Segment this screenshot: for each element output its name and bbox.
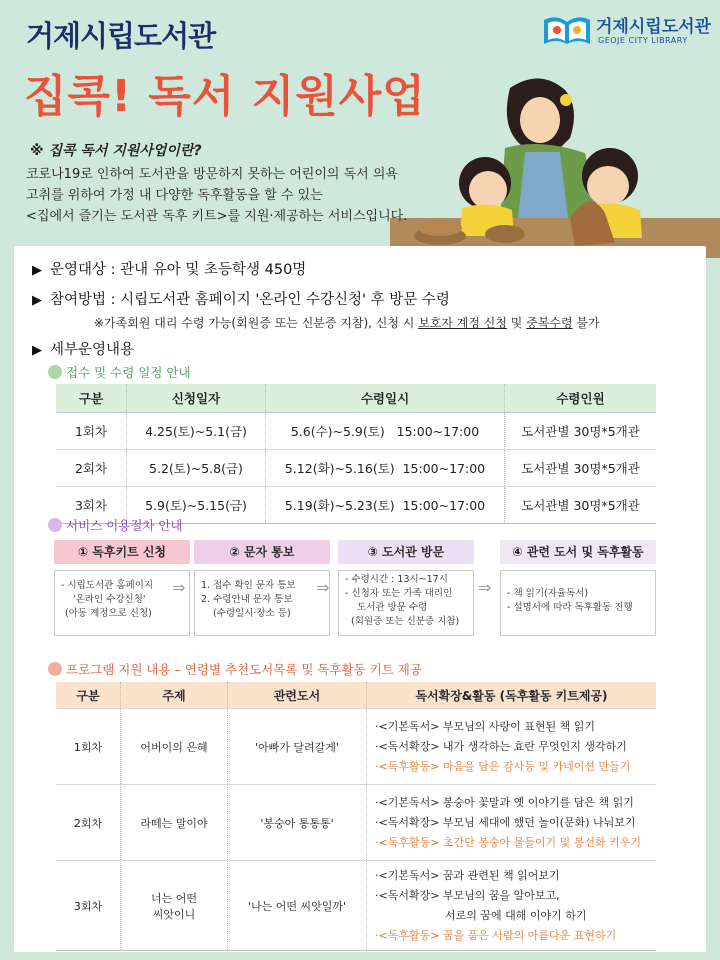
header-cell: 신청일자: [127, 384, 266, 413]
activity-line: ·<독서확장> 부모님 세대에 했던 놀이(문화) 나눠보기: [375, 815, 636, 829]
activity-line: ·<독후활동> 초간단 봉숭아 물들이기 및 봉선화 키우기: [375, 835, 642, 849]
process-heading-text: 서비스 이용절차 안내: [66, 518, 183, 533]
step-title: ④ 관련 도서 및 독후활동: [500, 540, 656, 564]
table-row: [56, 785, 656, 861]
cell: 1회차: [56, 709, 121, 785]
cell: 5.12(화)~5.16(토) 15:00~17:00: [266, 450, 505, 487]
step-line: 2. 수령안내 문자 통보: [201, 594, 293, 605]
bell-icon: [48, 662, 62, 676]
process-step-1: [54, 540, 190, 636]
activity-line: ·<독후활동> 꿈을 품은 사람의 아름다운 표현하기: [375, 928, 617, 942]
cell: 5.2(토)~5.8(금): [127, 450, 266, 487]
step-line: - 신청자 또는 가족 대리인: [345, 588, 453, 599]
step-line: 도서관 방문 수령: [357, 602, 428, 613]
cell: 2회차: [56, 450, 127, 487]
table-header-row: [56, 682, 656, 709]
activity-line: ·<독후활동> 마음을 담은 감사등 및 카네이션 만들기: [375, 759, 631, 773]
process-step-3: [338, 540, 474, 636]
cell: 라떼는 말이야: [121, 785, 228, 861]
target-bullet: [32, 258, 306, 279]
schedule-heading-text: 접수 및 수령 일정 안내: [66, 365, 191, 380]
chevron-right-icon: ⇒: [316, 578, 330, 597]
activity-cell: [367, 785, 657, 861]
table-row: [56, 450, 656, 487]
triangle-right-icon: ▶: [32, 343, 42, 358]
activity-line: ·<기본독서> 부모님의 사랑이 표현된 책 읽기: [375, 719, 596, 733]
process-step-4: [500, 540, 656, 636]
step-line: '온라인 수강신청': [73, 594, 146, 605]
note-text: ※가족회원 대리 수령 가능(회원증 또는 신분증 지참), 신청 시: [94, 316, 419, 330]
table-header-row: [56, 384, 656, 413]
process-step-2: [194, 540, 330, 636]
cell: 어버이의 은혜: [121, 709, 228, 785]
bell-icon: [48, 518, 62, 532]
cell: 5.19(화)~5.23(토) 15:00~17:00: [266, 487, 505, 524]
step-line: - 책 읽기(자율독서): [507, 588, 589, 599]
header-cell: 수령인원: [505, 384, 657, 413]
step-title: ③ 도서관 방문: [338, 540, 474, 564]
cell: 4.25(토)~5.1(금): [127, 413, 266, 450]
logo-subtitle: GEOJE CITY LIBRARY: [598, 36, 688, 45]
target-text: 운영대상 : 관내 유아 및 초등학생 450명: [50, 262, 307, 278]
cell: 5.9(토)~5.15(금): [127, 487, 266, 524]
step-line: (수령일시·장소 등): [213, 608, 291, 619]
step-body: [338, 570, 474, 636]
cell: 2회차: [56, 785, 121, 861]
program-heading-text: 프로그램 지원 내용 – 연령별 추천도서목록 및 독후활동 키트 제공: [66, 662, 422, 677]
triangle-right-icon: ▶: [32, 293, 42, 308]
step-line: - 시립도서관 홈페이지: [61, 580, 154, 591]
process-heading: [48, 516, 183, 534]
detail-text: 세부운영내용: [50, 342, 135, 358]
detail-bullet: [32, 338, 134, 359]
activity-cell: [367, 709, 657, 785]
page-title: 집콕! 독서 지원사업: [24, 71, 426, 122]
step-line: (아동 계정으로 신청): [65, 608, 152, 619]
cell: 도서관별 30명*5개관: [505, 487, 657, 524]
activity-line: 서로의 꿈에 대해 이야기 하기: [445, 908, 587, 922]
step-body: [500, 570, 656, 636]
header-cell: 독서확장&활동 (독후활동 키트제공): [367, 682, 657, 709]
triangle-right-icon: ▶: [32, 263, 42, 278]
step-line: (회원증 또는 신분증 지참): [351, 616, 460, 627]
cell: [121, 861, 228, 951]
cell: '봉숭아 통통통': [228, 785, 367, 861]
theme-line: 씨앗이니: [152, 907, 196, 921]
intro-text: [26, 164, 466, 227]
cell: 도서관별 30명*5개관: [505, 450, 657, 487]
header-cell: 구분: [56, 682, 121, 709]
intro-line: 고취를 위하여 가정 내 다양한 독후활동을 할 수 있는: [26, 188, 323, 203]
schedule-table: [56, 384, 656, 524]
note-underline: 보호자 계정 신청: [418, 316, 507, 330]
program-heading: [48, 660, 422, 678]
intro-heading: ※ 집콕 독서 지원사업이란?: [30, 143, 202, 159]
step-line: - 수령시간 : 13시~17시: [345, 574, 448, 585]
note-text: 및: [506, 316, 527, 330]
cell: '아빠가 달려갈게': [228, 709, 367, 785]
activity-line: ·<기본독서> 꿈과 관련된 책 읽어보기: [375, 868, 560, 882]
cell: 3회차: [56, 487, 127, 524]
step-body: [194, 570, 330, 636]
cell: 3회차: [56, 861, 121, 951]
step-line: - 설명서에 따라 독후활동 진행: [507, 602, 633, 613]
header-cell: 주제: [121, 682, 228, 709]
step-title: ① 독후키트 신청: [54, 540, 190, 564]
chevron-right-icon: ⇒: [172, 578, 186, 597]
table-row: [56, 861, 656, 951]
step-body: [54, 570, 190, 636]
intro-line: <집에서 즐기는 도서관 독후 키트>를 지원·제공하는 서비스입니다.: [26, 209, 408, 224]
cell: '나는 어떤 씨앗일까': [228, 861, 367, 951]
method-note: [94, 314, 600, 331]
activity-line: ·<독서확장> 내가 생각하는 효란 무엇인지 생각하기: [375, 739, 627, 753]
method-bullet: [32, 288, 450, 309]
cell: 도서관별 30명*5개관: [505, 413, 657, 450]
activity-line: ·<기본독서> 봉숭아 꽃말과 옛 이야기를 담은 책 읽기: [375, 795, 634, 809]
chevron-right-icon: ⇒: [478, 578, 492, 597]
step-title: ② 문자 통보: [194, 540, 330, 564]
page-subtitle: 거제시립도서관: [26, 19, 216, 53]
table-row: [56, 413, 656, 450]
activity-line: ·<독서확장> 부모님의 꿈을 알아보고,: [375, 888, 560, 902]
activity-cell: [367, 861, 657, 951]
logo-name: 거제시립도서관: [596, 17, 711, 37]
header-cell: 구분: [56, 384, 127, 413]
schedule-heading: [48, 363, 191, 381]
note-underline: 중복수령: [526, 316, 573, 330]
step-line: 1. 접수 확인 문자 통보: [201, 580, 296, 591]
bell-icon: [48, 365, 62, 379]
theme-line: 너는 어떤: [150, 891, 197, 905]
header-cell: 수령일시: [266, 384, 505, 413]
method-text: 참여방법 : 시립도서관 홈페이지 '온라인 수강신청' 후 방문 수령: [50, 292, 450, 308]
book-logo-icon: [540, 12, 594, 48]
table-row: [56, 709, 656, 785]
cell: 1회차: [56, 413, 127, 450]
intro-line: 코로나19로 인하여 도서관을 방문하지 못하는 어린이의 독서 의욕: [26, 167, 398, 182]
note-text: 불가: [572, 316, 600, 330]
program-table: [56, 682, 656, 951]
cell: 5.6(수)~5.9(토) 15:00~17:00: [266, 413, 505, 450]
header-cell: 관련도서: [228, 682, 367, 709]
library-logo: [540, 12, 710, 52]
